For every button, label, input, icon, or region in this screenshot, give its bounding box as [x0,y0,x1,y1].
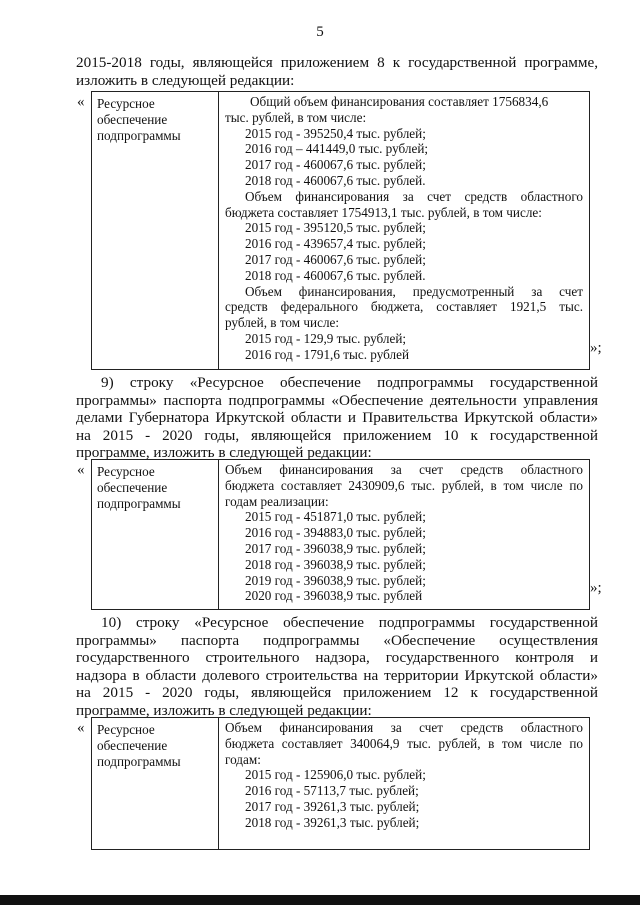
label-line: обеспечение [97,737,168,753]
year-line: 2018 год - 396038,9 тыс. рублей; [245,556,426,572]
text-line: средств федерального бюджета, составляет 1921,5 тыс. [225,299,583,315]
table-value-cell [219,92,589,369]
year-line: 2016 год - 1791,6 тыс. рублей [245,346,410,362]
page-number: 5 [316,24,324,40]
text-line: 10) строку «Ресурсное обеспечение подпрограммы государственной [101,614,598,631]
text-line: делами Губернатора Иркутской области и Правительства Иркутской области» [76,409,598,427]
year-line: 2015 год - 395250,4 тыс. рублей; [245,125,426,141]
text-line: бюджета составляет 1754913,1 тыс. рублей, в том числе: [225,204,542,220]
text-line: программы» паспорта подпрограммы «Обеспечение осуществления [76,631,598,649]
label-line: обеспечение [97,479,168,495]
text-line: программе, изложить в следующей редакции: [76,701,372,719]
text-line: на 2015 - 2020 годы, являющейся приложением 10 к государственной [76,426,598,444]
year-line: 2016 год – 441449,0 тыс. рублей; [245,141,429,157]
year-line: 2016 год - 57113,7 тыс. рублей; [245,783,419,799]
table-label-cell [92,92,219,369]
paragraph-10 [76,614,598,720]
label-line: подпрограммы [97,753,181,769]
text-line: 2015-2018 годы, являющейся приложением 8 к государственной программе, [76,54,598,71]
year-line: 2017 год - 460067,6 тыс. рублей; [245,251,426,267]
label-line: подпрограммы [97,495,181,511]
year-line: 2016 год - 439657,4 тыс. рублей; [245,236,426,252]
text-line: бюджета составляет 2430909,6 тыс. рублей, в том числе по [225,477,583,493]
year-line: 2017 год - 396038,9 тыс. рублей; [245,540,426,556]
year-line: 2015 год - 451871,0 тыс. рублей; [245,509,426,525]
opening-quote: « [77,720,85,736]
label-line: Ресурсное [97,722,155,737]
year-line: 2017 год - 460067,6 тыс. рублей; [245,157,426,173]
label-line: обеспечение [97,111,168,127]
intro-paragraph [76,54,598,89]
year-line: 2018 год - 39261,3 тыс. рублей; [245,814,420,830]
text-line: государственного строительного надзора, государственного контроля и [76,649,598,667]
year-line: 2016 год - 394883,0 тыс. рублей; [245,525,426,541]
table-label-cell [92,718,219,849]
text-line: Общий объем финансирования составляет 1756834,6 [250,94,549,109]
text-line: Объем финансирования, предусмотренный за счет [245,283,583,299]
text-line: тыс. рублей, в том числе: [225,109,367,125]
scan-bottom-edge [0,895,640,905]
text-line: Объем финансирования за счет средств областного [245,188,583,204]
label-line: Ресурсное [97,464,155,479]
text-line: на 2015 - 2020 годы, являющейся приложением 12 к государственной [76,684,598,702]
opening-quote: « [77,94,85,110]
year-line: 2015 год - 129,9 тыс. рублей; [245,330,407,346]
text-line: надзора в области долевого строительства на территории Иркутской области» [76,666,598,684]
closing-quote: »; [590,340,602,356]
year-line: 2018 год - 460067,6 тыс. рублей. [245,267,426,283]
resource-table-3 [91,717,590,850]
text-line: годам: [225,751,261,767]
text-line: программе, изложить в следующей редакции: [76,444,372,462]
year-line: 2019 год - 396038,9 тыс. рублей; [245,572,426,588]
text-line: изложить в следующей редакции: [76,71,295,89]
year-line: 2015 год - 395120,5 тыс. рублей; [245,220,426,236]
text-line: программы» паспорта подпрограммы «Обеспечение деятельности управления [76,391,598,409]
resource-table-1 [91,91,590,370]
paragraph-9 [76,374,598,462]
text-line: рублей, в том числе: [225,315,340,331]
year-line: 2020 год - 396038,9 тыс. рублей [245,588,423,604]
closing-quote: »; [590,580,602,596]
opening-quote: « [77,462,85,478]
year-line: 2018 год - 460067,6 тыс. рублей. [245,172,426,188]
table-value-cell [219,460,589,609]
text-line: Объем финансирования за счет средств областного [225,720,583,735]
text-line: 9) строку «Ресурсное обеспечение подпрограммы государственной [101,374,598,391]
resource-table-2 [91,459,590,610]
label-line: подпрограммы [97,127,181,143]
text-line: Объем финансирования за счет средств областного [225,462,583,477]
year-line: 2015 год - 125906,0 тыс. рублей; [245,767,426,783]
text-line: бюджета составляет 340064,9 тыс. рублей, в том числе по [225,735,583,751]
year-line: 2017 год - 39261,3 тыс. рублей; [245,798,420,814]
label-line: Ресурсное [97,96,155,111]
text-line: годам реализации: [225,493,329,509]
table-label-cell [92,460,219,609]
table-value-cell [219,718,589,849]
